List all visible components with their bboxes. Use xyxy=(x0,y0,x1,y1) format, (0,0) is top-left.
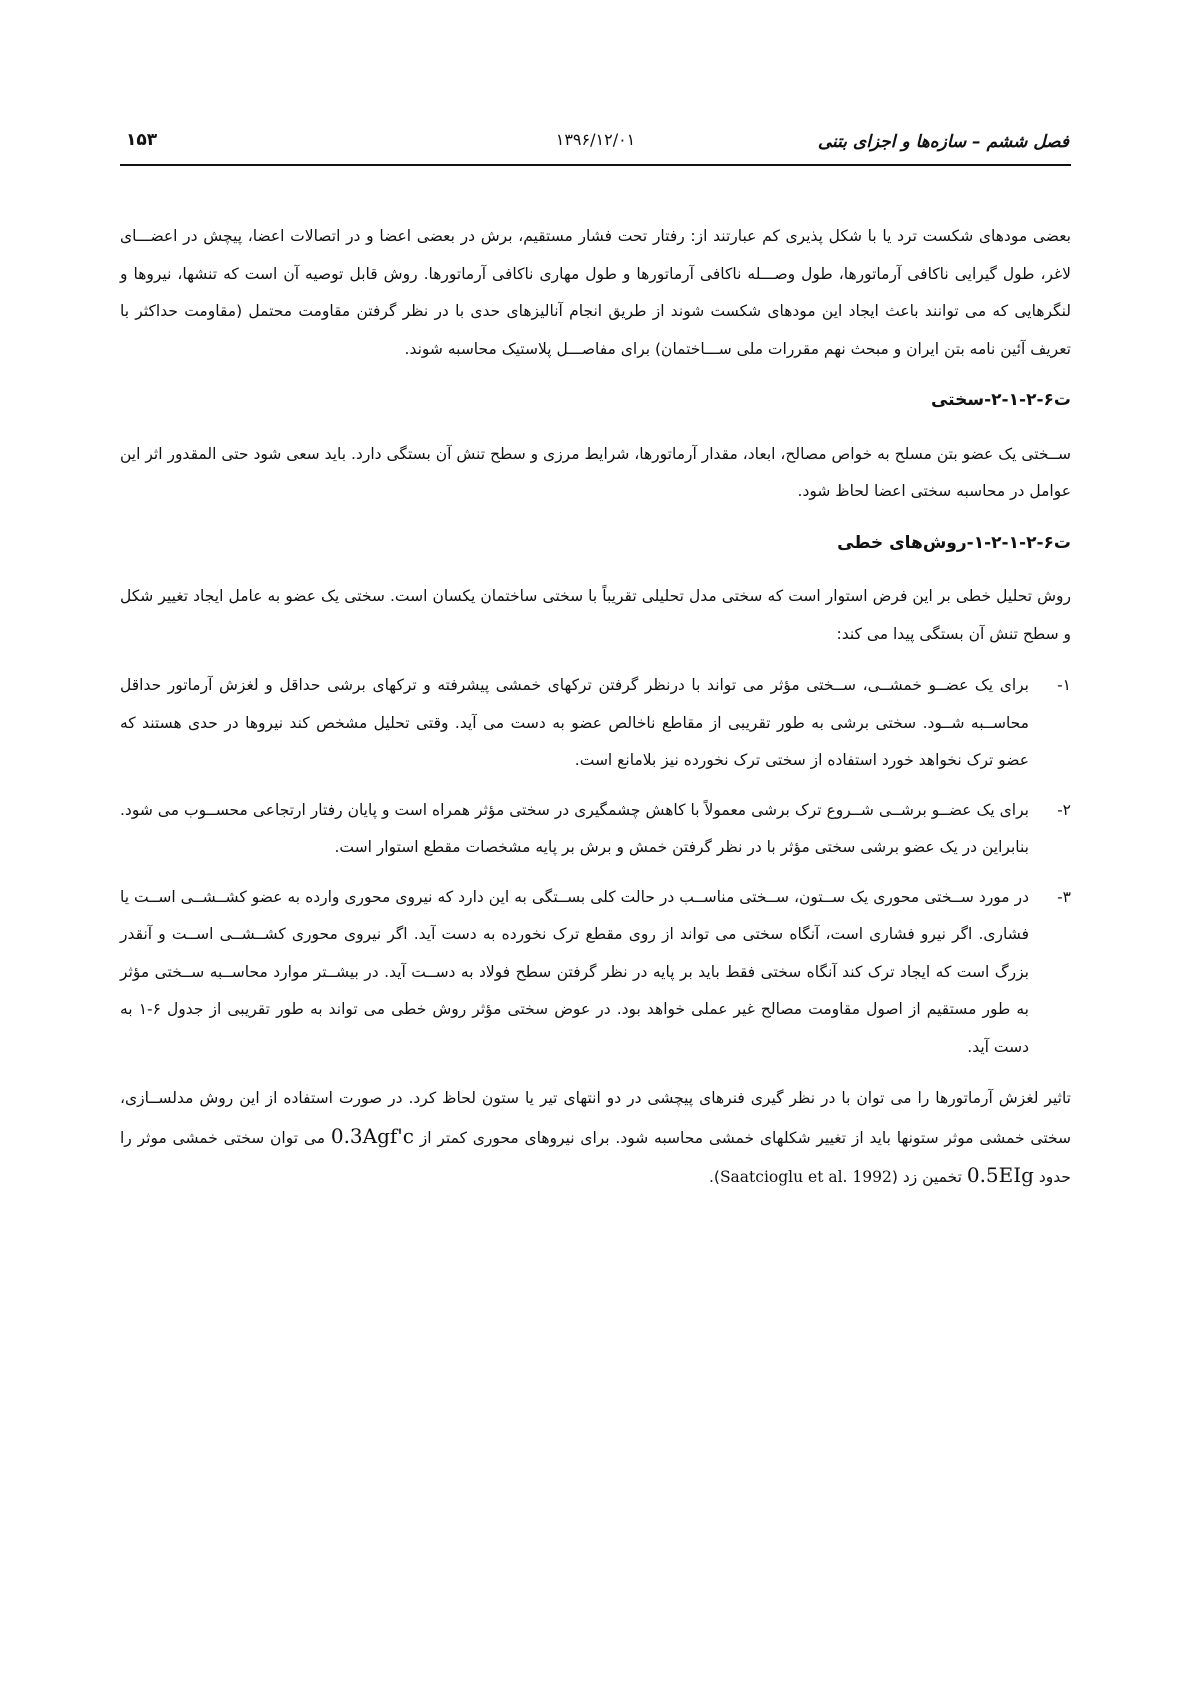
formula-axial-load: 0.3Agf'c xyxy=(330,1123,414,1148)
closing-text-a: تاثیر لغزش آرماتورها را می توان با در نظر گیری فنرهای پیچشی در دو انتهای تیر یا ستون لحاظ کرد. در صورت استفاده از این روش مدلســازی، سختی خمشی موثر ستونها باید از تغییر شکلهای خمشی محاسبه شود. برای نیروهای محوری کمتر از xyxy=(120,1089,1072,1147)
closing-text-b: می توان سختی خمشی موثر را حدود xyxy=(120,1128,1071,1186)
linear-methods-paragraph: روش تحلیل خطی بر این فرض استوار است که سختی مدل تحلیلی تقریباً با سختی ساختمان یکسان است. سختی یک عضو به عامل ایجاد تغییر شکل و سطح تنش آن بستگی پیدا می کند: xyxy=(120,587,1071,643)
chapter-title: فصل ششم – سازه‌ها و اجزای بتنی xyxy=(817,132,1069,152)
page-header xyxy=(120,128,1071,166)
list-item-number: ۱- xyxy=(1057,676,1071,694)
stiffness-paragraph: ســختی یک عضو بتن مسلح به خواص مصالح، ابعاد، مقدار آرماتورها، شرایط مرزی و سطح تنش آن بستگی دارد. باید سعی شود حتی المقدور اثر این عوامل در محاسبه سختی اعضا لحاظ شود. xyxy=(120,444,1071,500)
list-item-number: ۲- xyxy=(1057,800,1071,819)
list-item-text: در مورد ســختی محوری یک ســتون، ســختی مناســب در حالت کلی بســتگی به این دارد که نیروی محوری وارده به عضو کشــشــی اســت یا فشاری. اگر نیرو فشاری است، آنگاه سختی می تواند از روی مقطع ترک نخورده به دست آید. اگر نیروی محوری کشــشــی اســت و آنقدر بزرگ است که ایجاد ترک کند آنگاه سختی فقط باید بر پایه در نظر گرفتن سطح فولاد به دســت آید. در بیشــتر موارد محاســبه ســختی مؤثر به طور مستقیم از اصول مقاومت مصالح غیر عملی خواهد بود. در عوض سختی مؤثر روش خطی می تواند به طور تقریبی از جدول ۶-۱ به دست آید. xyxy=(120,887,1029,1056)
numbered-list xyxy=(120,667,1071,1066)
document-body xyxy=(120,218,1071,1211)
closing-text-d: ). xyxy=(708,1168,720,1186)
formula-effective-stiffness: 0.5EIg xyxy=(966,1163,1034,1187)
list-item xyxy=(120,667,1071,780)
list-item-number: ۳- xyxy=(1057,887,1071,906)
section-heading-stiffness: ت۶-۲-۱-۲-سختی xyxy=(930,390,1071,410)
page-number: ۱۵۳ xyxy=(126,130,158,150)
citation: Saatcioglu et al. 1992 xyxy=(719,1168,892,1186)
intro-paragraph: بعضی مودهای شکست ترد یا با شکل پذیری کم عبارتند از: رفتار تحت فشار مستقیم، برش در بعضی اعضا و در اتصالات اعضا، پیچش در اعضـــای لاغر، طول گیرایی ناکافی آرماتورها، طول وصـــله ناکافی آرماتورها و طول مهاری ناکافی آرماتورها. روش قابل توصیه آن است که تنشها، نیروها و لنگرهایی که می توانند باعث ایجاد این مودهای شکست شوند از طریق انجام آنالیزهای حدی با در نظر گرفتن مقاومت محتمل (مقاومت حداکثر با تعریف آئین نامه بتن ایران و مبحث نهم مقررات ملی ســـاختمان) برای مفاصـــل پلاستیک محاسبه شوند. xyxy=(120,227,1071,358)
list-item xyxy=(120,879,1071,1067)
header-date: ۱۳۹۶/۱۲/۰۱ xyxy=(555,130,636,149)
closing-text-c: تخمین زد ( xyxy=(891,1168,967,1186)
list-item-text: برای یک عضــو برشــی شــروع ترک برشی معمولاً با کاهش چشمگیری در سختی مؤثر همراه است و پایان رفتار ارتجاعی محســوب می شود. بنابراین در یک عضو برشی سختی مؤثر با در نظر گرفتن خمش و برش بر پایه مشخصات مقطع استوار است. xyxy=(120,800,1029,856)
list-item-text: برای یک عضــو خمشــی، ســختی مؤثر می تواند با درنظر گرفتن ترکهای خمشی پیشرفته و ترکهای برشی حداقل و لغزش آرماتور حداقل محاســبه شــود. سختی برشی به طور تقریبی از مقاطع ناخالص عضو به دست می آید. وقتی تحلیل مشخص کند نیروها در حدی هستند که عضو ترک نخواهد خورد استفاده از سختی ترک نخورده نیز بلامانع است. xyxy=(120,676,1029,769)
closing-paragraph xyxy=(120,1080,1071,1197)
list-item xyxy=(120,792,1071,867)
section-heading-linear-methods: ت۶-۲-۱-۲-۱-روش‌های خطی xyxy=(837,532,1071,553)
